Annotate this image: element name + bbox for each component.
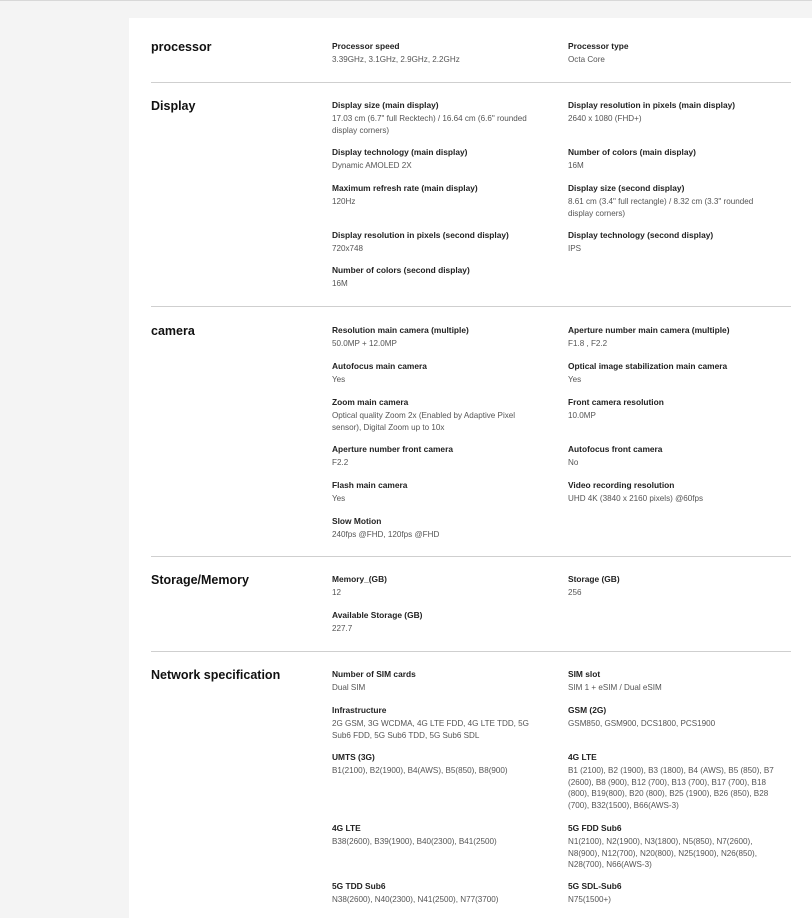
section-divider [151,306,791,307]
spec-value: B1 (2100), B2 (1900), B3 (1800), B4 (AWS), B5 (850), B7 (2600), B8 (900), B12 (700), B13 (700), B17 (700), B18 (800), B19(800), B20 (800), B25 (1900), B26 (850), B28 (700), B32(1500), B66(AWS-3) [568,766,774,810]
spec-processor-type [568,41,778,66]
spec-label: Display technology (main display) [332,147,468,157]
spec-display-size-main [332,100,542,136]
spec-value: SIM 1 + eSIM / Dual eSIM [568,683,662,692]
spec-video-recording-resolution [568,480,778,505]
spec-value: UHD 4K (3840 x 2160 pixels) @60fps [568,494,704,503]
spec-value: 720x748 [332,244,364,253]
spec-label: Aperture number main camera (multiple) [568,325,730,335]
spec-slow-motion [332,516,542,541]
spec-display-technology-second [568,230,778,255]
spec-value: 120Hz [332,197,356,206]
spec-5g-sdl-sub6 [568,881,778,906]
spec-refresh-rate-main [332,183,542,208]
spec-value: 2G GSM, 3G WCDMA, 4G LTE FDD, 4G LTE TDD, 5G Sub6 FDD, 5G Sub6 TDD, 5G Sub6 SDL [332,719,529,740]
spec-value: 8.61 cm (3.4" full rectangle) / 8.32 cm (3.3" rounded display corners) [568,197,754,218]
spec-label: Autofocus front camera [568,444,663,454]
spec-value: Dual SIM [332,683,366,692]
spec-label: Number of SIM cards [332,669,416,679]
spec-label: Front camera resolution [568,397,664,407]
spec-value: 2640 x 1080 (FHD+) [568,114,642,123]
spec-value: 10.0MP [568,411,596,420]
spec-autofocus-front-camera [568,444,778,469]
section-title: Network specification [151,668,281,682]
spec-value: IPS [568,244,582,253]
spec-umts-3g [332,752,542,777]
spec-label: Optical image stabilization main camera [568,361,728,371]
spec-value: 12 [332,588,342,597]
spec-label: UMTS (3G) [332,752,375,762]
spec-memory [332,574,542,599]
spec-sim-slot [568,669,778,694]
spec-label: Zoom main camera [332,397,409,407]
spec-label: 5G SDL-Sub6 [568,881,622,891]
spec-label: Display resolution in pixels (main display) [568,100,736,110]
spec-label: Number of colors (main display) [568,147,696,157]
spec-number-colors-main [568,147,778,172]
spec-value: No [568,458,579,467]
spec-label: Flash main camera [332,480,408,490]
spec-gsm-2g [568,705,778,730]
spec-label: Storage (GB) [568,574,620,584]
spec-label: Display resolution in pixels (second display) [332,230,509,240]
spec-value: GSM850, GSM900, DCS1800, PCS1900 [568,719,716,728]
section-title: Display [151,99,196,113]
spec-label: Display technology (second display) [568,230,714,240]
section-divider [151,82,791,83]
spec-number-colors-second [332,265,542,290]
spec-display-technology-main [332,147,542,172]
spec-infrastructure [332,705,542,741]
spec-value: 227.7 [332,624,353,633]
spec-label: Autofocus main camera [332,361,427,371]
section-title: processor [151,40,212,54]
spec-value: B1(2100), B2(1900), B4(AWS), B5(850), B8(900) [332,766,508,775]
spec-processor-speed [332,41,542,66]
spec-label: Number of colors (second display) [332,265,470,275]
spec-label: Maximum refresh rate (main display) [332,183,478,193]
spec-label: Display size (main display) [332,100,439,110]
spec-label: SIM slot [568,669,601,679]
spec-5g-fdd-sub6 [568,823,778,871]
section-title: camera [151,324,195,338]
spec-value: 50.0MP + 12.0MP [332,339,397,348]
spec-resolution-main-camera [332,325,542,350]
spec-label: Video recording resolution [568,480,675,490]
spec-label: 4G LTE [568,752,597,762]
spec-label: Aperture number front camera [332,444,453,454]
spec-value: 17.03 cm (6.7" full Recktech) / 16.64 cm (6.6" rounded display corners) [332,114,527,135]
spec-front-camera-resolution [568,397,778,422]
spec-value: 16M [332,279,348,288]
spec-value: Yes [332,375,346,384]
spec-label: Display size (second display) [568,183,685,193]
spec-ois-main-camera [568,361,778,386]
spec-label: GSM (2G) [568,705,607,715]
spec-value: Yes [332,494,346,503]
spec-value: Yes [568,375,582,384]
spec-display-size-second [568,183,778,219]
spec-panel [129,18,812,918]
spec-value: N1(2100), N2(1900), N3(1800), N5(850), N7(2600), N8(900), N12(700), N20(800), N25(1900), N26(850), N28(700), N66(AWS-3) [568,837,757,869]
spec-aperture-main-camera [568,325,778,350]
spec-label: Slow Motion [332,516,382,526]
spec-label: 5G FDD Sub6 [568,823,622,833]
spec-4g-lte-tdd [332,823,542,848]
spec-label: 4G LTE [332,823,361,833]
spec-5g-tdd-sub6 [332,881,542,906]
spec-4g-lte-fdd [568,752,778,811]
spec-value: F1.8 , F2.2 [568,339,608,348]
spec-value: Octa Core [568,55,605,64]
spec-value: 256 [568,588,582,597]
section-divider [151,556,791,557]
spec-label: Infrastructure [332,705,387,715]
spec-flash-main-camera [332,480,542,505]
spec-value: 16M [568,161,584,170]
spec-zoom-main-camera [332,397,542,433]
spec-value: F2.2 [332,458,349,467]
spec-label: Available Storage (GB) [332,610,423,620]
spec-value: B38(2600), B39(1900), B40(2300), B41(2500) [332,837,497,846]
spec-label: 5G TDD Sub6 [332,881,386,891]
spec-value: N38(2600), N40(2300), N41(2500), N77(3700) [332,895,499,904]
spec-label: Processor speed [332,41,400,51]
top-border [0,0,812,1]
section-divider [151,651,791,652]
spec-label: Processor type [568,41,629,51]
spec-available-storage [332,610,542,635]
spec-display-resolution-main [568,100,778,125]
spec-aperture-front-camera [332,444,542,469]
spec-storage [568,574,778,599]
spec-value: 3.39GHz, 3.1GHz, 2.9GHz, 2.2GHz [332,55,460,64]
spec-value: Optical quality Zoom 2x (Enabled by Adaptive Pixel sensor), Digital Zoom up to 10x [332,411,516,432]
spec-label: Memory_(GB) [332,574,387,584]
spec-number-sim-cards [332,669,542,694]
spec-display-resolution-second [332,230,542,255]
section-title: Storage/Memory [151,573,249,587]
spec-value: N75(1500+) [568,895,611,904]
spec-value: Dynamic AMOLED 2X [332,161,412,170]
spec-value: 240fps @FHD, 120fps @FHD [332,530,440,539]
spec-label: Resolution main camera (multiple) [332,325,469,335]
spec-autofocus-main-camera [332,361,542,386]
